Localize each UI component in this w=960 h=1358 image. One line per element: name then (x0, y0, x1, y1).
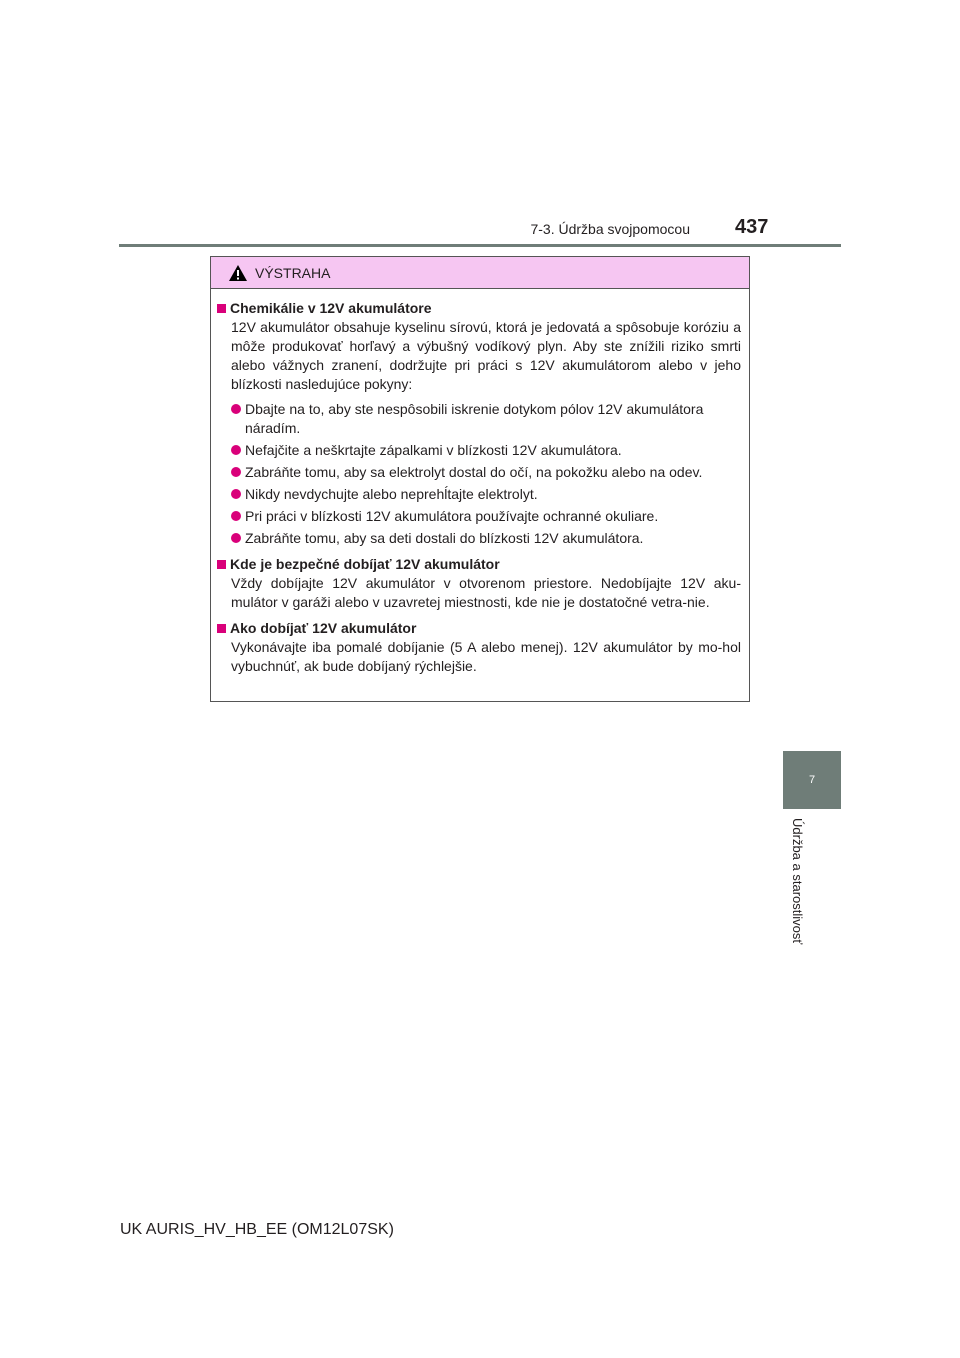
document-code: UK AURIS_HV_HB_EE (OM12L07SK) (120, 1221, 394, 1238)
topic-title-text: Chemikálie v 12V akumulátore (230, 300, 432, 316)
topic-title (217, 555, 741, 574)
topic-how-to-charge (217, 619, 741, 676)
list-item-text: Pri práci v blízkosti 12V akumulátora používajte ochranné okuliare. (245, 508, 659, 524)
chapter-tab (783, 751, 841, 809)
warning-triangle-icon (228, 264, 248, 282)
chapter-title: Údržba a starostlivosť (790, 818, 805, 945)
warning-body (211, 289, 749, 676)
bullet-dot-icon (231, 445, 241, 455)
topic-text: Vždy dobíjajte 12V akumulátor v otvorenom priestore. Nedobíjajte 12V aku-mulátor v garáži alebo v uzavretej miestnosti, kde nie je dostatočné vetra-nie. (231, 575, 741, 610)
warning-box (210, 256, 750, 702)
topic-chemicals (217, 299, 741, 548)
bullet-dot-icon (231, 533, 241, 543)
list-item-text: Zabráňte tomu, aby sa elektrolyt dostal do očí, na pokožku alebo na odev. (245, 464, 703, 480)
list-item (231, 463, 741, 482)
list-item (231, 507, 741, 526)
section-title: 7-3. Údržba svojpomocou (530, 221, 690, 237)
topic-title (217, 619, 741, 638)
list-item-text: Zabráňte tomu, aby sa deti dostali do blízkosti 12V akumulátora. (245, 530, 644, 546)
bullet-dot-icon (231, 511, 241, 521)
warning-header (211, 257, 749, 289)
topic-where-to-charge (217, 555, 741, 612)
header-divider (119, 244, 841, 247)
bullet-dot-icon (231, 404, 241, 414)
list-item (231, 441, 741, 460)
precautions-list (231, 400, 741, 548)
list-item (231, 529, 741, 548)
square-bullet-icon (217, 560, 226, 569)
list-item-text: Nefajčite a neškrtajte zápalkami v blízkosti 12V akumulátora. (245, 442, 622, 458)
topic-text: 12V akumulátor obsahuje kyselinu sírovú, ktorá je jedovatá a spôsobuje koróziu a môže produkovať horľavý a výbušný vodíkový plyn. Aby ste znížili riziko smrti alebo vážnych zranení, dodržujte pri práci s 12V akumulátorom alebo v jeho blízkosti nasledujúce pokyny: (231, 319, 741, 392)
square-bullet-icon (217, 304, 226, 313)
list-item (231, 485, 741, 504)
list-item (231, 400, 741, 438)
bullet-dot-icon (231, 489, 241, 499)
topic-title (217, 299, 741, 318)
bullet-dot-icon (231, 467, 241, 477)
warning-title: VÝSTRAHA (255, 264, 331, 281)
topic-title-text: Kde je bezpečné dobíjať 12V akumulátor (230, 556, 500, 572)
square-bullet-icon (217, 624, 226, 633)
page-number: 437 (735, 216, 769, 238)
list-item-text: Nikdy nevdychujte alebo neprehĺtajte elektrolyt. (245, 486, 538, 502)
list-item-text: Dbajte na to, aby ste nespôsobili iskrenie dotykom pólov 12V akumulátora náradím. (245, 401, 704, 436)
topic-title-text: Ako dobíjať 12V akumulátor (230, 620, 417, 636)
topic-text: Vykonávajte iba pomalé dobíjanie (5 A alebo menej). 12V akumulátor by mo-hol vybuchnúť, ak bude dobíjaný rýchlejšie. (231, 639, 741, 674)
chapter-number: 7 (808, 774, 816, 786)
